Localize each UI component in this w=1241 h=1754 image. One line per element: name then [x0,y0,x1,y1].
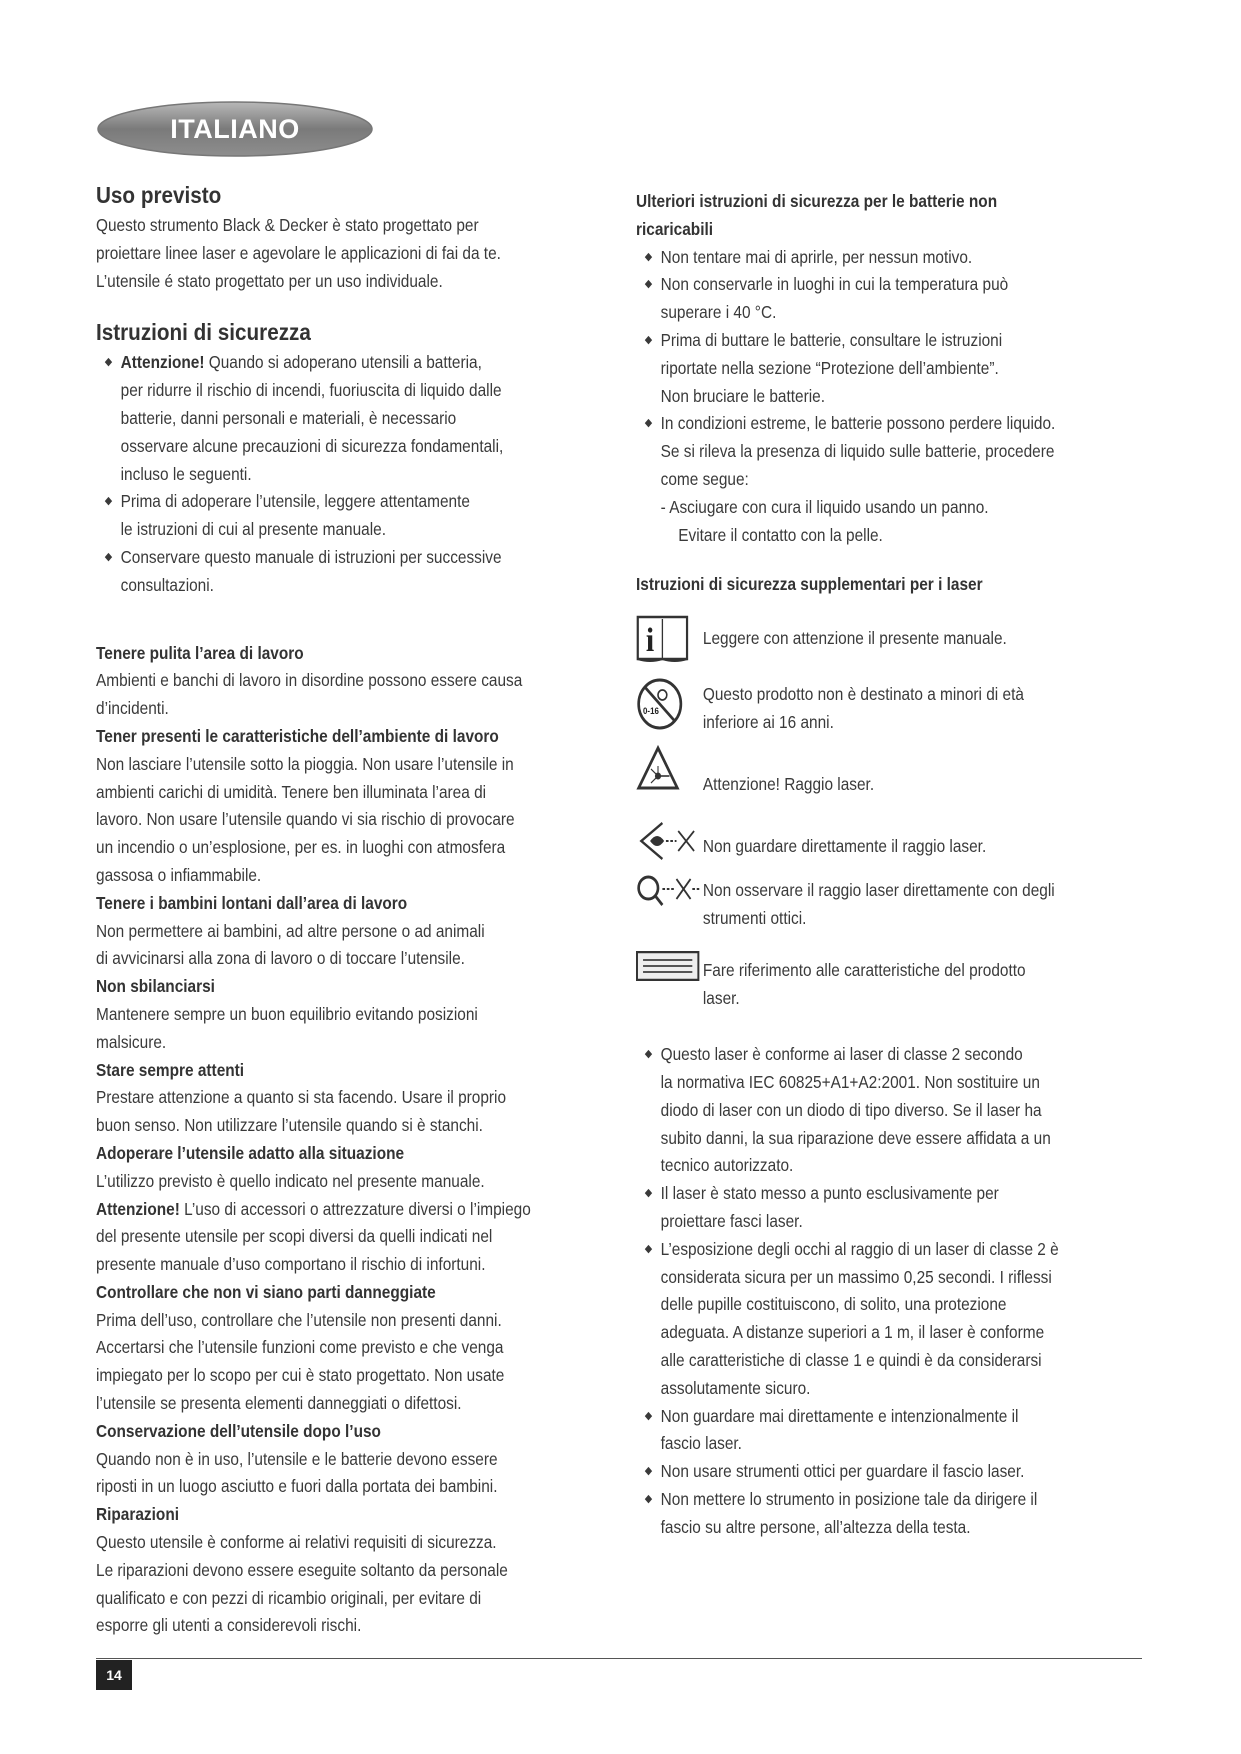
subsection-text [96,1084,608,1140]
bullet-text [121,488,608,544]
language-tab [96,100,374,158]
text-line: esporre gli utenti a considerevoli rischi. [96,1615,362,1636]
subsection-title: Adoperare l’utensile adatto alla situazione [96,1142,405,1163]
bullet-diamond-icon: ◆ [104,356,113,369]
text-line: ricaricabili [636,218,714,239]
laser-bullet [641,1486,1147,1542]
bullet-text [661,1180,1148,1236]
right-column [636,188,1146,1542]
text-line: - Asciugare con cura il liquido usando un panno. [660,496,989,517]
footer-rule [96,1658,1142,1659]
text-line: Mantenere sempre un buon equilibrio evitando posizioni [96,1003,478,1024]
text-line: Non guardare mai direttamente e intenzionalmente il [660,1405,1019,1426]
read-manual-icon [636,615,689,665]
text-line: incluso le seguenti. [120,463,252,484]
laser-bullet [641,1041,1147,1180]
bullet-diamond-icon: ◆ [644,1492,653,1505]
text-line: del presente utensile per scopi diversi da quelli indicati nel [96,1226,493,1247]
bullet-diamond-icon: ◆ [644,1187,653,1200]
bullet-diamond-icon: ◆ [644,417,653,430]
warning-label: Attenzione! [96,1198,180,1219]
bullet-keep-manual [101,544,607,600]
bullet-diamond-icon: ◆ [644,1409,653,1422]
bullet-text [121,544,608,600]
text-line: Non guardare direttamente il raggio laser. [702,836,987,857]
text-line: Le riparazioni devono essere eseguite soltanto da personale [96,1559,508,1580]
battery-section-title [636,188,1148,244]
section-title-sicurezza: Istruzioni di sicurezza [96,319,311,346]
text-line: qualificato e con pezzi di ricambio originali, per evitare di [96,1587,482,1608]
warning-label: Attenzione! [120,352,205,373]
bullet-text [661,271,1148,327]
svg-text:i: i [645,620,655,659]
text-line: fascio su altre persone, all’altezza della testa. [660,1516,971,1537]
subsection-text [96,1529,608,1640]
text-line: Attenzione! Raggio laser. [702,774,875,795]
text-line: Fare riferimento alle caratteristiche del prodotto [702,960,1026,981]
text-line: tecnico autorizzato. [660,1155,794,1176]
battery-bullet [641,271,1147,327]
text-line: come segue: [660,468,749,489]
text-line: l’utensile se presenta elementi danneggiati o difettosi. [96,1393,462,1414]
text-line: assolutamente sicuro. [660,1377,811,1398]
text-line: Non lasciare l’utensile sotto la pioggia. Non usare l’utensile in [96,753,514,774]
text-line: Quando non è in uso, l’utensile e le batterie devono essere [96,1448,498,1469]
eye-laser-icon [636,815,698,867]
bullet-text [661,1041,1148,1180]
bullet-text: Quando si adoperano utensili a batteria, [204,352,482,373]
subsection-text [96,1001,608,1057]
subsection-text [96,1168,608,1279]
subsection-title: Stare sempre attenti [96,1059,245,1080]
symbol-row-optics [636,877,1148,957]
text-line: Questo strumento Black & Decker è stato progettato per [96,215,479,235]
text-line: Non mettere lo strumento in posizione tale da dirigere il [660,1488,1038,1509]
text-line: Prima di adoperare l’utensile, leggere attentamente [120,491,470,512]
bullet-text [661,410,1148,493]
text-line: delle pupille costituiscono, di solito, una protezione [660,1294,1007,1315]
text-line: la normativa IEC 60825+A1+A2:2001. Non sostituire un [660,1071,1040,1092]
text-line: Non tentare mai di aprirle, per nessun motivo. [660,246,973,267]
bullet-text [661,1486,1148,1542]
text-line: L’uso di accessori o attrezzature diversi o l’impiego [179,1198,531,1219]
symbol-description [703,749,1148,799]
text-line: impiegato per lo scopo per cui è stato progettato. Non usate [96,1365,505,1386]
symbol-row-age [636,681,1148,749]
text-line: riportate nella sezione “Protezione dell’ambiente”. [660,357,999,378]
text-line: considerata sicura per un massimo 0,25 secondi. I riflessi [660,1266,1052,1287]
page-number: 14 [96,1660,132,1690]
symbol-description [703,681,1148,737]
subsection-text [96,1307,608,1418]
text-line: malsicure. [96,1031,167,1052]
text-line: In condizioni estreme, le batterie possono perdere liquido. [660,413,1056,434]
laser-warning-icon [636,745,680,791]
text-line: un incendio o un’esplosione, per es. in luoghi con atmosfera [96,837,506,858]
text-line: Ambienti e banchi di lavoro in disordine possono essere causa [96,670,523,691]
magnifier-laser-icon [636,871,699,911]
symbol-description [703,833,1148,861]
subsection-title: Non sbilanciarsi [96,976,215,997]
text-line: Prestare attenzione a quanto si sta facendo. Usare il proprio [96,1087,507,1108]
text-line: inferiore ai 16 anni. [702,711,834,732]
text-line: batterie, danni personali e materiali, è necessario [120,407,457,428]
bullet-text-cont [121,377,608,488]
bullet-diamond-icon: ◆ [644,250,653,263]
battery-bullet [641,244,1147,272]
text-line: Questo utensile è conforme ai relativi requisiti di sicurezza. [96,1532,497,1553]
text-lines [96,1223,608,1279]
subsection-title: Tenere pulita l’area di lavoro [96,642,304,663]
text-line: Prima dell’uso, controllare che l’utensile non presenti danni. [96,1309,502,1330]
text-line: buon senso. Non utilizzare l’utensile quando si è stanchi. [96,1115,483,1136]
symbol-row-product-label [636,957,1148,1041]
language-label: ITALIANO [170,114,300,144]
bullet-diamond-icon: ◆ [644,278,653,291]
text-line: Conservare questo manuale di istruzioni per successive [120,546,502,567]
text-line: proiettare fasci laser. [660,1210,803,1231]
bullet-text [661,327,1148,410]
symbol-row-manual [636,620,1148,681]
text-line: Evitare il contatto con la pelle. [678,524,883,545]
text-line: Prima di buttare le batterie, consultare le istruzioni [660,329,1003,350]
left-column [96,180,606,1640]
text-line: gassosa o infiammabile. [96,864,262,885]
text-line: Non usare strumenti ottici per guardare il fascio laser. [660,1461,1025,1482]
bullet-text [661,1236,1148,1403]
battery-bullet [641,410,1147,549]
text-line: Leggere con attenzione il presente manuale. [702,628,1007,649]
text-line: consultazioni. [120,574,214,595]
text-line: Non osservare il raggio laser direttamente con degli [702,880,1055,901]
text-line: superare i 40 °C. [660,302,777,323]
text-line: L’utensile é stato progettato per un uso individuale. [96,270,443,291]
text-line: presente manuale d’uso comportano il rischio di infortuni. [96,1254,486,1275]
text-line: Non bruciare le batterie. [660,385,826,406]
text-line: subito danni, la sua riparazione deve essere affidata a un [660,1127,1051,1148]
text-line: Non permettere ai bambini, ad altre persone o ad animali [96,920,485,941]
text-line: Ulteriori istruzioni di sicurezza per le batterie non [636,191,998,211]
text-line: Questo laser è conforme ai laser di classe 2 secondo [660,1044,1023,1065]
subsection-text [96,1446,608,1502]
bullet-attenzione [101,349,607,488]
text-line: d’incidenti. [96,698,169,719]
laser-bullet [641,1236,1147,1403]
bullet-diamond-icon: ◆ [644,333,653,346]
laser-product-label-icon [636,951,699,981]
subsection-title: Controllare che non vi siano parti danneggiate [96,1281,436,1302]
laser-bullet [641,1403,1147,1459]
text-line: proiettare linee laser e agevolare le applicazioni di fai da te. [96,242,501,263]
text-line: lavoro. Non usare l’utensile quando vi sia rischio di provocare [96,809,515,830]
age-badge: 0-16 [643,705,659,717]
text-line: di avvicinarsi alla zona di lavoro o di toccare l’utensile. [96,948,465,969]
text-line: alle caratteristiche di classe 1 e quindi è da considerarsi [660,1349,1042,1370]
battery-bullet [641,327,1147,410]
laser-bullet [641,1180,1147,1236]
symbol-row-laser-warning [636,749,1148,833]
subsection-title: Conservazione dell’utensile dopo l’uso [96,1420,381,1441]
subsection-title: Riparazioni [96,1504,180,1525]
text-line: L’esposizione degli occhi al raggio di un laser di classe 2 è [660,1238,1059,1259]
text-line: le istruzioni di cui al presente manuale. [120,519,387,540]
bullet-text [661,244,1148,272]
no-children-icon [636,677,684,731]
text-line: adeguata. A distanze superiori a 1 m, il laser è conforme [660,1322,1045,1343]
subsection-text [96,751,608,890]
text-line: Questo prodotto non è destinato a minori di età [702,684,1024,705]
symbol-row-no-stare [636,833,1148,877]
bullet-read-manual [101,488,607,544]
text-line: riposti in un luogo asciutto e fuori dalla portata dei bambini. [96,1476,498,1497]
subsection-text [96,918,608,974]
symbol-description [703,877,1148,933]
text-line: Il laser è stato messo a punto esclusivamente per [660,1183,999,1204]
text-line: L’utilizzo previsto è quello indicato nel presente manuale. [96,1170,485,1191]
laser-bullet [641,1458,1147,1486]
text-line: Non conservarle in luoghi in cui la temperatura può [660,274,1009,295]
bullet-text [661,1458,1148,1486]
text-line: strumenti ottici. [702,907,807,928]
symbol-description [703,957,1148,1013]
section-title-uso: Uso previsto [96,182,222,208]
subsection-text [96,667,608,723]
text-line: ambienti carichi di umidità. Tenere ben illuminata l’area di [96,781,487,802]
text-line: Accertarsi che l’utensile funzioni come previsto e che venga [96,1337,504,1358]
text-line: osservare alcune precauzioni di sicurezza fondamentali, [120,435,504,456]
text-line: diodo di laser con un diodo di tipo diverso. Se il laser ha [660,1099,1042,1120]
bullet-diamond-icon: ◆ [104,495,113,508]
laser-section-title: Istruzioni di sicurezza supplementari per i laser [636,574,983,595]
subsection-title: Tener presenti le caratteristiche dell’ambiente di lavoro [96,725,499,746]
bullet-text [661,1403,1148,1459]
bullet-diamond-icon: ◆ [644,1048,653,1061]
sub-instruction [661,494,1148,550]
text-line: laser. [702,987,740,1008]
symbol-description [703,625,1148,653]
bullet-diamond-icon: ◆ [644,1465,653,1478]
bullet-diamond-icon: ◆ [104,550,113,563]
text-line: fascio laser. [660,1433,742,1454]
text-line: Se si rileva la presenza di liquido sulle batterie, procedere [660,441,1055,462]
bullet-diamond-icon: ◆ [644,1242,653,1255]
text-line: per ridurre il rischio di incendi, fuoriuscita di liquido dalle [120,380,502,401]
uso-text [96,212,608,295]
subsection-title: Tenere i bambini lontani dall’area di lavoro [96,892,408,913]
